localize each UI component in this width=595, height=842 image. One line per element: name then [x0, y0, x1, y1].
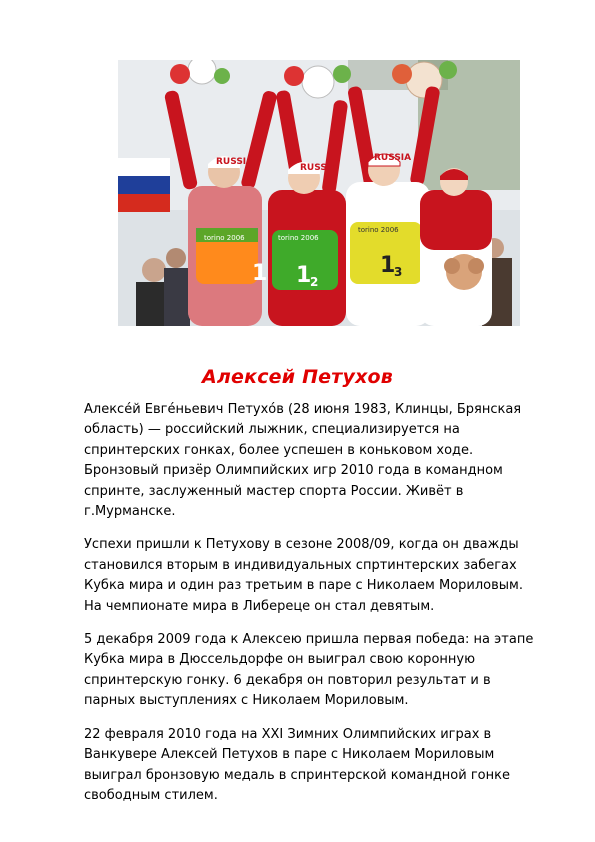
article-paragraph: Алексе́й Евге́ньевич Петухо́в (28 июня 1983, Клинцы, Брянская область) — российский лыжник, специализируется на спринтерских гонках, более успешен в коньковом ходе. Бронзовый призёр Олимпийских игр 2010 года в командном спринте, заслуженный мастер спорта России. Живёт в г.Мурманске. [84, 402, 522, 520]
svg-text:RUSSIA: RUSSIA [374, 153, 412, 163]
svg-text:RUSSIA: RUSSIA [300, 163, 338, 173]
russian-flag [118, 158, 170, 212]
svg-text:1: 1 [380, 253, 396, 278]
svg-text:2: 2 [310, 275, 319, 289]
podium-celebration-image [118, 60, 520, 326]
athlete-4 [420, 168, 492, 326]
article-paragraph: 5 декабря 2009 года к Алексею пришла первая победа: на этапе Кубка мира в Дюссельдорфе он выиграл свою коронную спринтерскую гонку. 6 декабря он повторил результат и в парных выступлениях с Николаем Мориловым. [84, 632, 534, 709]
svg-text:3: 3 [394, 265, 403, 279]
article-title: Алексей Петухов [202, 366, 393, 388]
svg-text:torino 2006: torino 2006 [278, 234, 319, 242]
article-paragraph: 22 февраля 2010 года на XXI Зимних Олимпийских играх в Ванкувере Алексей Петухов в паре с Николаем Мориловым выиграл бронзовую медаль в спринтерской командной гонке свободным стилем. [84, 726, 510, 803]
svg-text:1: 1 [296, 263, 312, 288]
svg-text:torino 2006: torino 2006 [358, 226, 399, 234]
svg-text:torino 2006: torino 2006 [204, 234, 245, 242]
article-body [84, 400, 534, 819]
svg-text:RUSSIA: RUSSIA [216, 157, 254, 167]
svg-text:1: 1 [252, 261, 268, 286]
article-photo [118, 60, 520, 326]
article-paragraph: Успехи пришли к Петухову в сезоне 2008/09, когда он дважды становился вторым в индивидуальных спртинтерских забегах Кубка мира и один раз третьим в паре с Николаем Мориловым. На чемпионате мира в Либереце он стал девятым. [84, 537, 523, 614]
